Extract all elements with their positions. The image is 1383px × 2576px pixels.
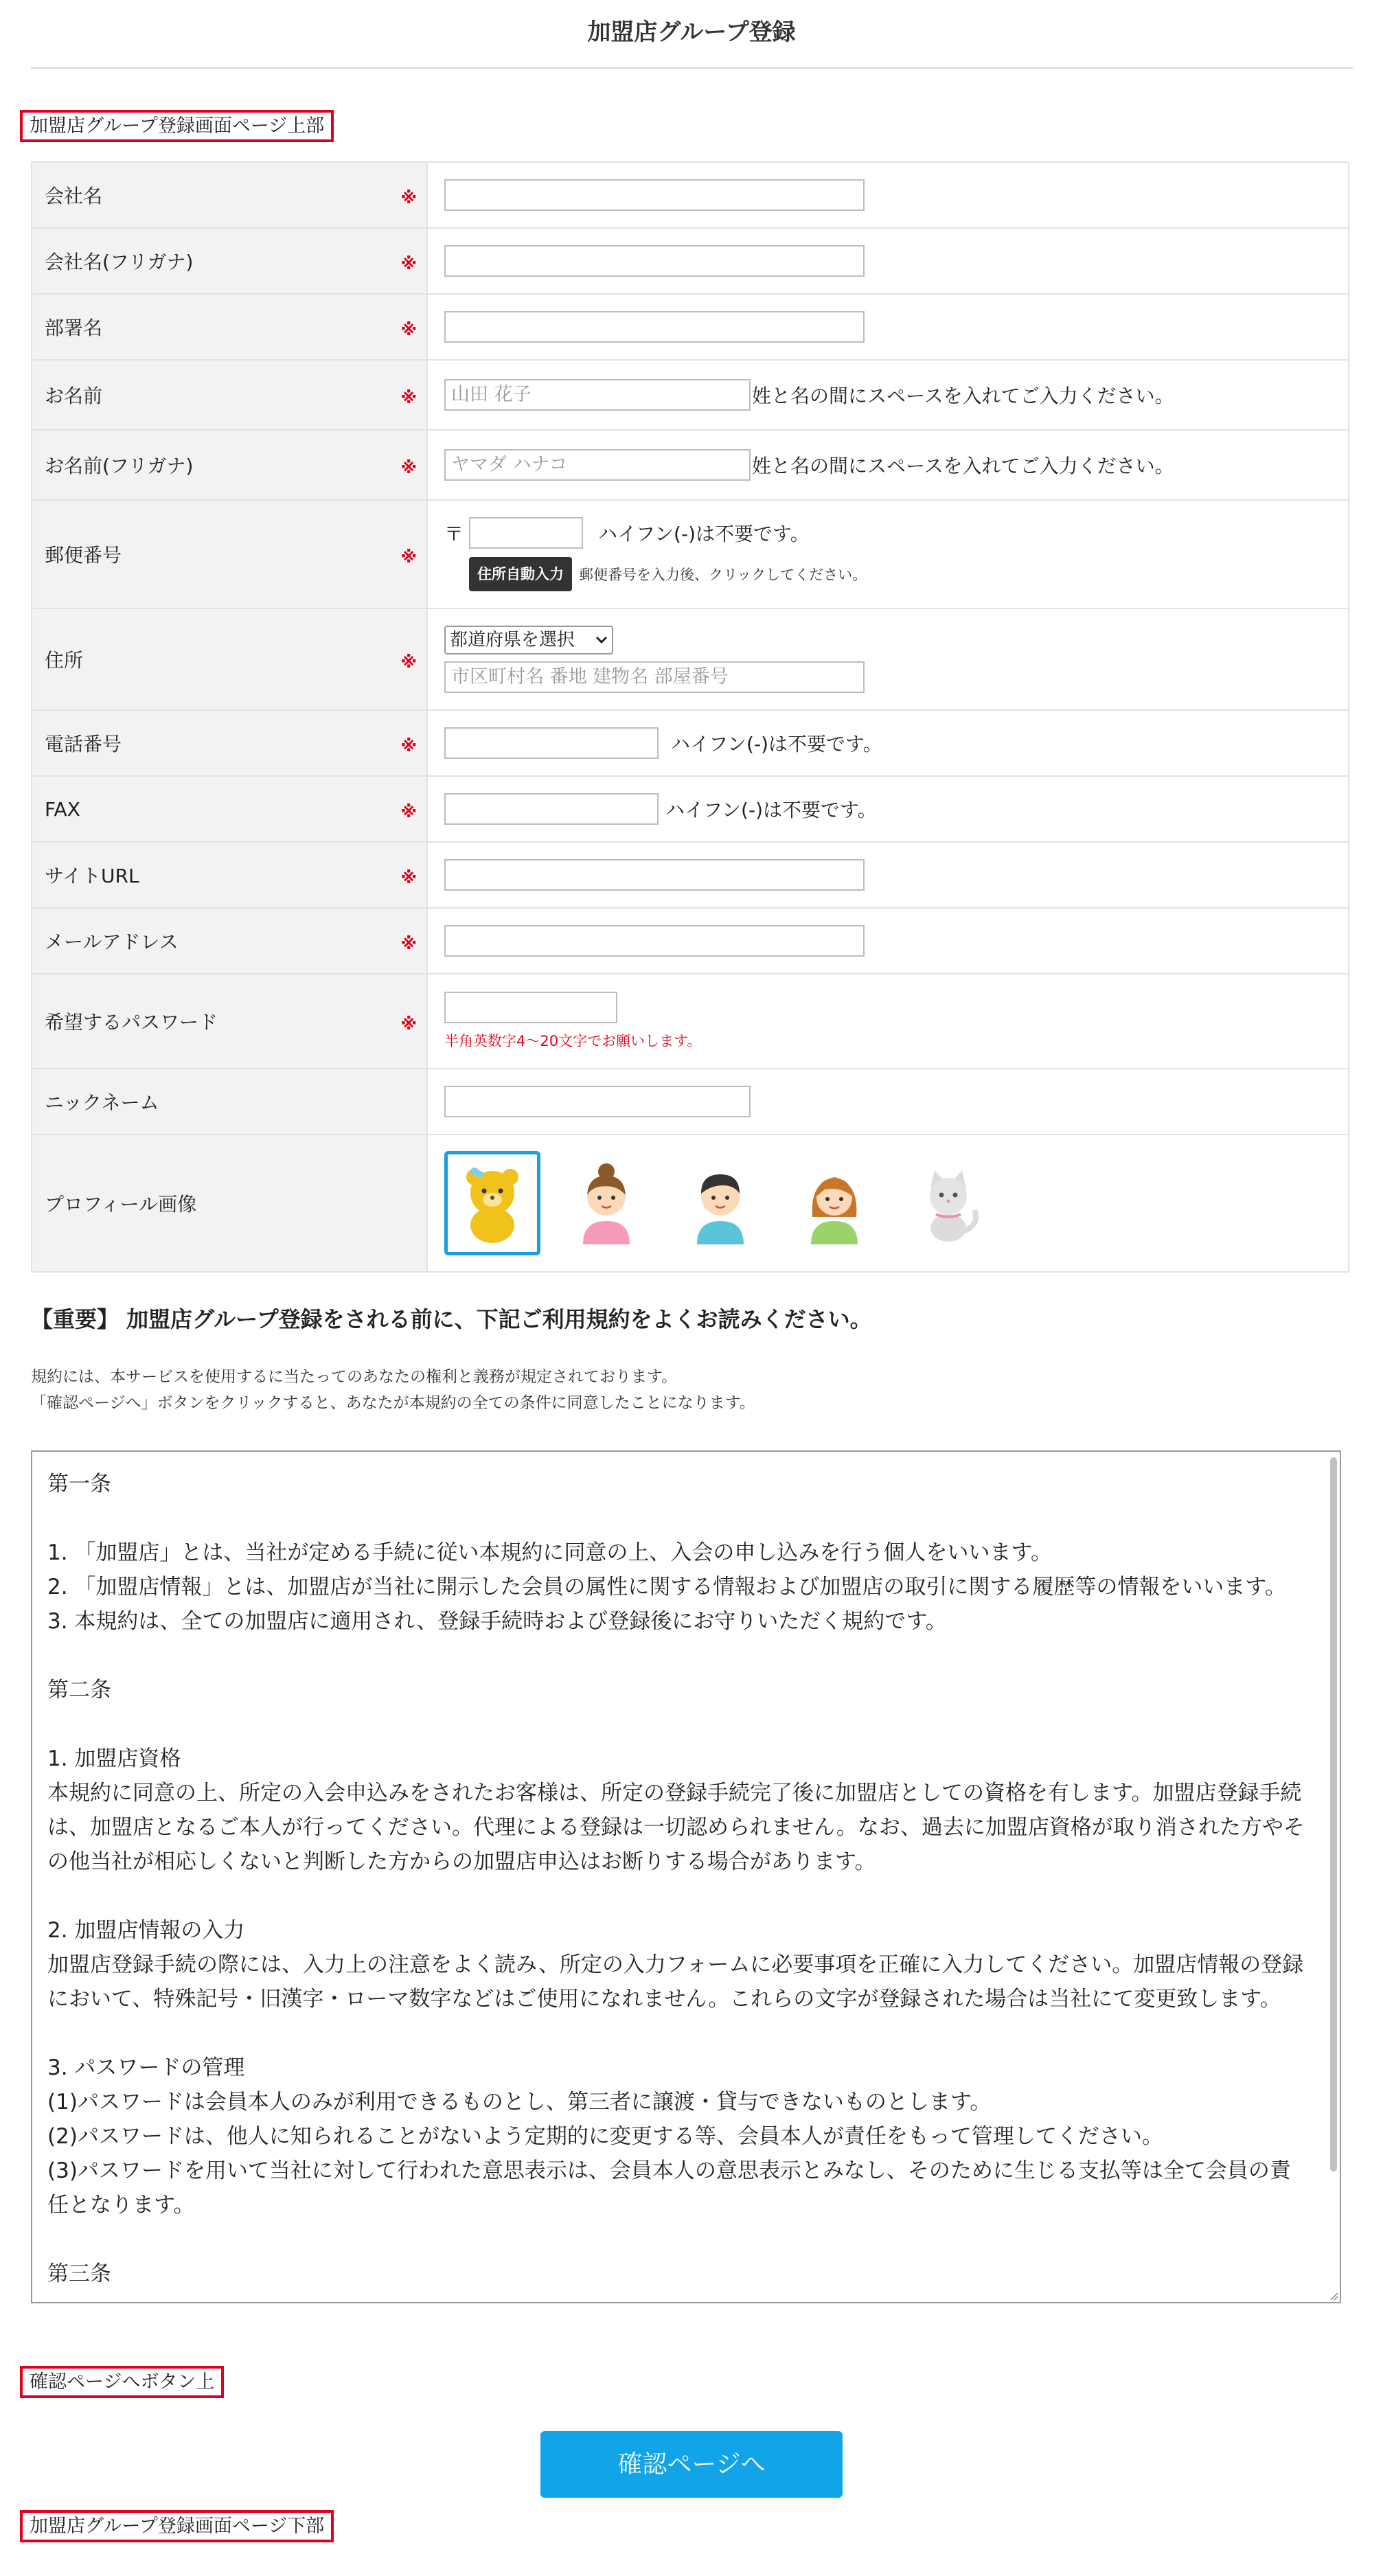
row-name — [31, 361, 1349, 431]
row-fax — [31, 777, 1349, 843]
name-kana-label: お名前(フリガナ) — [45, 455, 194, 477]
top-section-label: 加盟店グループ登録画面ページ上部 — [20, 110, 334, 142]
fax-note: ハイフン(-)は不要です。 — [665, 799, 877, 821]
password-label: 希望するパスワード — [45, 1011, 218, 1034]
important-notice: 【重要】 加盟店グループ登録をされる前に、下記ご利用規約をよくお読みください。 — [31, 1306, 872, 1332]
avatar-option-bear[interactable] — [444, 1151, 540, 1255]
nickname-input[interactable] — [444, 1086, 751, 1117]
required-mark: ※ — [400, 320, 417, 339]
email-input[interactable] — [444, 925, 865, 957]
required-mark: ※ — [400, 934, 417, 953]
required-mark: ※ — [400, 388, 417, 407]
autofill-note: 郵便番号を入力後、クリックしてください。 — [579, 567, 867, 583]
woman-bun-avatar-icon — [572, 1162, 641, 1244]
address-label: 住所 — [45, 649, 84, 672]
phone-label: 電話番号 — [45, 733, 122, 755]
company-name-label: 会社名 — [45, 185, 103, 207]
resize-handle-icon[interactable] — [1327, 2290, 1338, 2301]
bottom-section-label: 加盟店グループ登録画面ページ下部 — [20, 2510, 334, 2542]
terms-paragraph: (3)パスワードを用いて当社に対して行われた意思表示は、会員本人の意思表示とみなし、そのために生じる支払等は全て会員の責任となります。 — [47, 2158, 1291, 2218]
terms-subtitle: 2. 加盟店情報の入力 — [47, 1918, 245, 1943]
chevron-down-icon — [595, 636, 608, 644]
postal-input[interactable] — [469, 517, 583, 549]
name-note: 姓と名の間にスペースを入れてご入力ください。 — [752, 385, 1174, 407]
row-site-url — [31, 843, 1349, 909]
required-mark: ※ — [400, 547, 417, 567]
fax-input[interactable] — [444, 793, 659, 825]
row-department — [31, 295, 1349, 361]
terms-subtitle: 1. 加盟店資格 — [47, 1746, 181, 1771]
row-company-name — [31, 163, 1349, 229]
row-email — [31, 909, 1349, 974]
name-label: お名前 — [45, 385, 103, 407]
above-button-label: 確認ページへボタン上 — [20, 2366, 224, 2398]
required-mark: ※ — [400, 1014, 417, 1034]
password-note: 半角英数字4～20文字でお願いします。 — [444, 1033, 702, 1049]
required-mark: ※ — [400, 736, 417, 755]
row-postal — [31, 501, 1349, 609]
avatar-option-boy[interactable] — [672, 1151, 768, 1255]
bear-avatar-icon — [458, 1162, 527, 1244]
name-kana-note: 姓と名の間にスペースを入れてご入力ください。 — [752, 455, 1174, 477]
terms-description-line: 「確認ページへ」ボタンをクリックすると、あなたが本規約の全ての条件に同意したことになります。 — [31, 1394, 755, 1412]
address-input[interactable]: 市区町村名 番地 建物名 部屋番号 — [444, 661, 865, 693]
terms-subtitle: 3. パスワードの管理 — [47, 2055, 245, 2080]
phone-note: ハイフン(-)は不要です。 — [671, 733, 882, 755]
prefecture-select-value: 都道府県を選択 — [450, 630, 575, 650]
row-name-kana — [31, 431, 1349, 501]
article-1-title: 第一条 — [47, 1472, 111, 1496]
page-title: 加盟店グループ登録 — [587, 19, 796, 46]
boy-avatar-icon — [686, 1162, 755, 1244]
terms-paragraph: 1. 「加盟店」とは、当社が定める手続に従い本規約に同意の上、入会の申し込みを行う個人をいいます。 — [47, 1540, 1052, 1565]
postal-prefix: 〒 — [444, 523, 464, 545]
terms-paragraph: (2)パスワードは、他人に知られることがないよう定期的に変更する等、会員本人が責任をもって管理してください。 — [47, 2124, 1163, 2149]
terms-paragraph: (1)パスワードは会員本人のみが利用できるものとし、第三者に譲渡・貸与できないものとします。 — [47, 2090, 992, 2115]
fax-label: FAX — [45, 797, 80, 821]
row-company-kana — [31, 229, 1349, 295]
site-url-label: サイトURL — [45, 865, 139, 887]
avatar-option-cat[interactable] — [900, 1151, 996, 1255]
terms-paragraph: 本規約に同意の上、所定の入会申込みをされたお客様は、所定の登録手続完了後に加盟店としての資格を有します。加盟店登録手続は、加盟店となるご本人が行ってください。代理による登録は一切認められません。なお、過去に加盟店資格が取り消された方やその他当社が相応しくないと判断した方からの加盟店申込はお断りする場合があります。 — [47, 1781, 1305, 1874]
terms-scrollbar[interactable] — [1330, 1457, 1337, 2172]
password-input[interactable] — [444, 992, 617, 1023]
terms-textarea[interactable] — [31, 1450, 1341, 2303]
postal-label: 郵便番号 — [45, 544, 122, 567]
prefecture-select[interactable] — [444, 626, 613, 654]
company-name-input[interactable] — [444, 179, 865, 211]
phone-input[interactable] — [444, 727, 659, 759]
registration-form — [31, 161, 1349, 1273]
girl-avatar-icon — [800, 1162, 869, 1244]
name-kana-input[interactable]: ヤマダ ハナコ — [444, 449, 751, 481]
row-address — [31, 609, 1349, 711]
required-mark: ※ — [400, 254, 417, 273]
confirm-page-button[interactable]: 確認ページへ — [540, 2431, 843, 2498]
company-kana-input[interactable] — [444, 245, 865, 277]
department-label: 部署名 — [45, 317, 103, 339]
avatar-option-woman-bun[interactable] — [558, 1151, 654, 1255]
required-mark: ※ — [400, 868, 417, 887]
terms-description — [31, 1364, 755, 1416]
title-divider — [31, 67, 1353, 69]
required-mark: ※ — [400, 802, 417, 821]
department-input[interactable] — [444, 311, 865, 343]
terms-paragraph: 加盟店登録手続の際には、入力上の注意をよく読み、所定の入力フォームに必要事項を正確に入力してください。加盟店情報の登録において、特殊記号・旧漢字・ローマ数字などはご使用になれません。これらの文字が登録された場合は当社にて変更致します。 — [47, 1952, 1304, 2011]
profile-image-label: プロフィール画像 — [45, 1193, 197, 1216]
row-phone — [31, 711, 1349, 777]
name-input[interactable]: 山田 花子 — [444, 379, 751, 411]
row-profile-image — [31, 1135, 1349, 1273]
site-url-input[interactable] — [444, 859, 865, 891]
article-3-title: 第三条 — [47, 2261, 111, 2286]
company-kana-label: 会社名(フリガナ) — [45, 251, 194, 273]
terms-paragraph: 2. 「加盟店情報」とは、加盟店が当社に開示した会員の属性に関する情報および加盟店の取引に関する履歴等の情報をいいます。 — [47, 1575, 1286, 1599]
row-password — [31, 974, 1349, 1069]
required-mark: ※ — [400, 188, 417, 207]
email-label: メールアドレス — [45, 931, 179, 953]
address-autofill-button[interactable]: 住所自動入力 — [469, 557, 572, 591]
required-mark: ※ — [400, 458, 417, 477]
postal-note: ハイフン(-)は不要です。 — [598, 523, 810, 545]
article-2-title: 第二条 — [47, 1678, 111, 1702]
nickname-label: ニックネーム — [45, 1091, 159, 1114]
cat-avatar-icon — [914, 1162, 983, 1244]
terms-paragraph: 3. 本規約は、全ての加盟店に適用され、登録手続時および登録後にお守りいただく規約です。 — [47, 1609, 947, 1634]
row-nickname — [31, 1069, 1349, 1135]
avatar-option-girl[interactable] — [786, 1151, 882, 1255]
required-mark: ※ — [400, 652, 417, 672]
terms-description-line: 規約には、本サービスを使用するに当たってのあなたの権利と義務が規定されております。 — [31, 1368, 678, 1386]
